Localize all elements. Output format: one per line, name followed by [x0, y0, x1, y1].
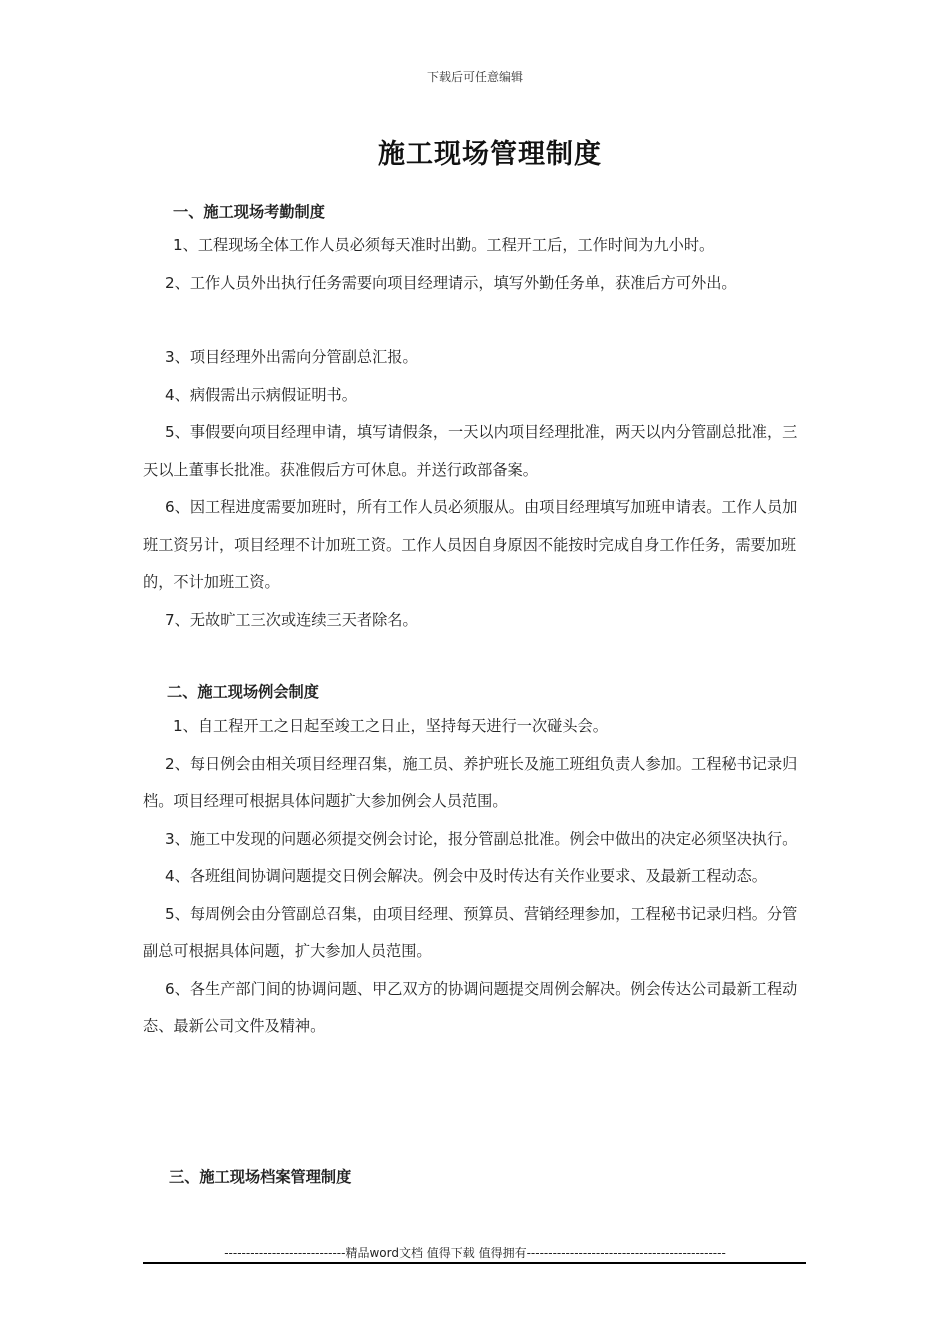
footer-note: ----------------------------精品word文档 值得下载 值得拥有---------------------------------------------- — [224, 1246, 726, 1260]
section-heading-attendance: 一、施工现场考勤制度 — [173, 203, 325, 221]
header-note: 下载后可任意编辑 — [426, 70, 523, 84]
section-heading-meetings: 二、施工现场例会制度 — [167, 683, 319, 701]
list-item: 6、各生产部门间的协调问题、甲乙双方的协调问题提交周例会解决。例会传达公司最新工程动态、最新公司文件及精神。 — [143, 979, 798, 1035]
list-item: 3、施工中发现的问题必须提交例会讨论，报分管副总批准。例会中做出的决定必须坚决执行。 — [165, 829, 798, 848]
list-item: 6、因工程进度需要加班时，所有工作人员必须服从。由项目经理填写加班申请表。工作人员加班工资另计，项目经理不计加班工资。工作人员因自身原因不能按时完成自身工作任务，需要加班的，不计加班工资。 — [143, 498, 798, 591]
list-item: 1、工程现场全体工作人员必须每天准时出勤。工程开工后，工作时间为九小时。 — [173, 236, 715, 254]
list-item: 2、工作人员外出执行任务需要向项目经理请示，填写外勤任务单，获准后方可外出。 — [165, 273, 737, 292]
footer-divider — [143, 1262, 806, 1264]
attendance-rules — [143, 227, 805, 302]
meeting-rules — [143, 708, 805, 1046]
attendance-rules-continued — [143, 339, 805, 639]
list-item: 5、每周例会由分管副总召集，由项目经理、预算员、营销经理参加，工程秘书记录归档。分管副总可根据具体问题，扩大参加人员范围。 — [143, 904, 798, 960]
list-item: 7、无故旷工三次或连续三天者除名。 — [165, 610, 418, 629]
list-item: 3、项目经理外出需向分管副总汇报。 — [165, 348, 418, 366]
list-item: 4、各班组间协调问题提交日例会解决。例会中及时传达有关作业要求、及最新工程动态。 — [165, 867, 767, 885]
list-item: 1、自工程开工之日起至竣工之日止，坚持每天进行一次碰头会。 — [173, 717, 608, 735]
list-item: 2、每日例会由相关项目经理召集，施工员、养护班长及施工班组负责人参加。工程秘书记录归档。项目经理可根据具体问题扩大参加例会人员范围。 — [143, 754, 798, 810]
section-heading-archives: 三、施工现场档案管理制度 — [169, 1168, 352, 1186]
list-item: 4、病假需出示病假证明书。 — [165, 385, 357, 404]
document-title: 施工现场管理制度 — [378, 139, 602, 170]
list-item: 5、事假要向项目经理申请，填写请假条，一天以内项目经理批准，两天以内分管副总批准，三天以上董事长批准。获准假后方可休息。并送行政部备案。 — [143, 423, 798, 479]
